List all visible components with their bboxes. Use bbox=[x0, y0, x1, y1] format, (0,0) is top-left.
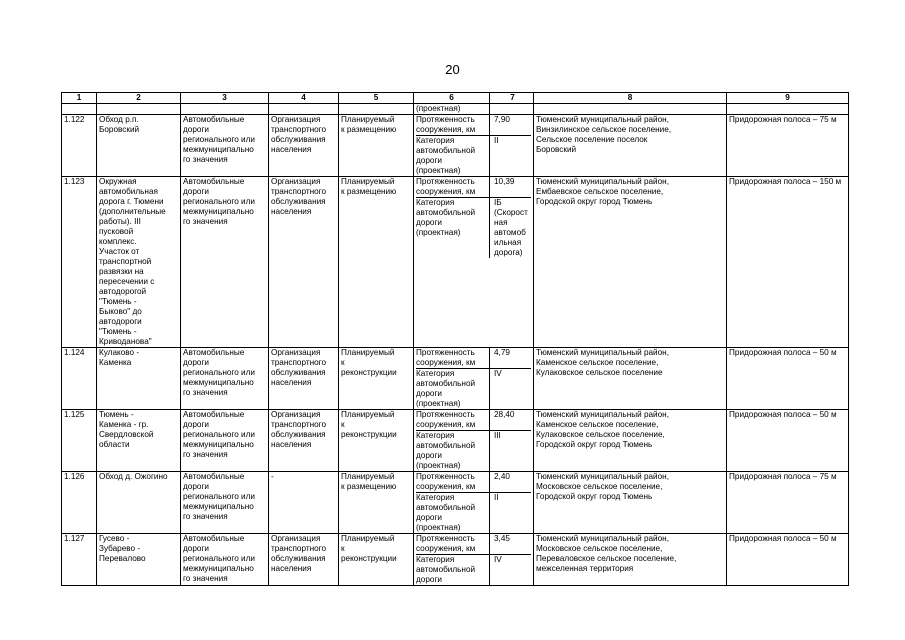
object-status: Планируемый к реконструкции bbox=[339, 348, 414, 410]
param-value: 2,40 bbox=[490, 472, 532, 493]
object-parameters bbox=[414, 410, 534, 472]
object-parameters bbox=[414, 534, 534, 586]
table-header-row bbox=[62, 93, 849, 104]
param-label: Категория автомобильной дороги bbox=[416, 555, 490, 586]
object-type: Автомобильные дороги регионального или межмуниципально го значения bbox=[181, 115, 269, 177]
object-location: Тюменский муниципальный район, Московское сельское поселение, Городской округ город Тюмень bbox=[534, 472, 727, 534]
object-name: Обход д. Ожогино bbox=[97, 472, 181, 534]
param-label: Категория автомобильной дороги (проектная) bbox=[416, 431, 490, 472]
zone-info: Придорожная полоса – 75 м bbox=[727, 472, 849, 534]
object-type: Автомобильные дороги регионального или межмуниципально го значения bbox=[181, 177, 269, 348]
param-label: Категория автомобильной дороги (проектная) bbox=[416, 198, 490, 259]
column-header: 8 bbox=[534, 93, 727, 104]
param-label: Протяженность сооружения, км bbox=[416, 348, 476, 367]
object-location: Тюменский муниципальный район, Ембаевское сельское поселение, Городской округ город Тюмень bbox=[534, 177, 727, 348]
zone-info: Придорожная полоса – 50 м bbox=[727, 410, 849, 472]
param-value: 7,90 bbox=[490, 115, 532, 136]
object-type: Автомобильные дороги регионального или межмуниципально го значения bbox=[181, 534, 269, 586]
table-row bbox=[62, 348, 849, 410]
object-parameters bbox=[414, 472, 534, 534]
param-label: Категория автомобильной дороги (проектная) bbox=[416, 493, 490, 534]
object-name: Обход р.п. Боровский bbox=[97, 115, 181, 177]
object-number: 1.122 bbox=[62, 115, 97, 177]
object-purpose: Организация транспортного обслуживания населения bbox=[269, 534, 339, 586]
object-parameters bbox=[414, 348, 534, 410]
zone-info: Придорожная полоса – 75 м bbox=[727, 115, 849, 177]
object-number: 1.123 bbox=[62, 177, 97, 348]
zone-info: Придорожная полоса – 150 м bbox=[727, 177, 849, 348]
object-number: 1.124 bbox=[62, 348, 97, 410]
param-label: Протяженность сооружения, км bbox=[416, 472, 476, 491]
table-row bbox=[62, 472, 849, 534]
objects-table bbox=[61, 92, 849, 586]
param-label: Протяженность сооружения, км bbox=[416, 410, 476, 429]
object-location: Тюменский муниципальный район, Винзилинское сельское поселение, Сельское поселение поселок Боровский bbox=[534, 115, 727, 177]
param-value: II bbox=[490, 136, 532, 177]
zone-info: Придорожная полоса – 50 м bbox=[727, 534, 849, 586]
object-status: Планируемый к размещению bbox=[339, 177, 414, 348]
object-name: Кулаково - Каменка bbox=[97, 348, 181, 410]
object-type: Автомобильные дороги регионального или межмуниципально го значения bbox=[181, 348, 269, 410]
param-value: IV bbox=[490, 555, 532, 586]
object-purpose: Организация транспортного обслуживания населения bbox=[269, 177, 339, 348]
object-purpose: - bbox=[269, 472, 339, 534]
param-value: 4,79 bbox=[490, 348, 532, 369]
object-location: Тюменский муниципальный район, Московское сельское поселение, Переваловское сельское поселение, межселенная территория bbox=[534, 534, 727, 586]
object-number: 1.126 bbox=[62, 472, 97, 534]
column-header-params bbox=[414, 93, 534, 104]
page-number: 20 bbox=[445, 62, 460, 77]
param-value: IV bbox=[490, 369, 532, 410]
object-type: Автомобильные дороги регионального или межмуниципально го значения bbox=[181, 410, 269, 472]
param-value: 3,45 bbox=[490, 534, 532, 555]
column-header: 5 bbox=[339, 93, 414, 104]
param-label: Категория автомобильной дороги (проектная) bbox=[416, 136, 490, 177]
column-header: 2 bbox=[97, 93, 181, 104]
column-header: 6 bbox=[449, 93, 454, 102]
continuation-row bbox=[62, 104, 849, 115]
object-parameters bbox=[414, 177, 534, 348]
object-type: Автомобильные дороги регионального или межмуниципально го значения bbox=[181, 472, 269, 534]
object-purpose: Организация транспортного обслуживания населения bbox=[269, 410, 339, 472]
param-value: 10,39 bbox=[490, 177, 532, 198]
table-row bbox=[62, 410, 849, 472]
param-label: Протяженность сооружения, км bbox=[416, 534, 476, 553]
object-status: Планируемый к размещению bbox=[339, 115, 414, 177]
param-value: II bbox=[490, 493, 532, 534]
object-status: Планируемый к реконструкции bbox=[339, 534, 414, 586]
object-purpose: Организация транспортного обслуживания населения bbox=[269, 115, 339, 177]
column-header: 3 bbox=[181, 93, 269, 104]
column-header: 1 bbox=[62, 93, 97, 104]
param-label: Протяженность сооружения, км bbox=[416, 177, 476, 196]
param-label: Протяженность сооружения, км bbox=[416, 115, 476, 134]
table-row bbox=[62, 534, 849, 586]
table-row bbox=[62, 115, 849, 177]
column-header: 7 bbox=[490, 93, 532, 103]
param-label: Категория автомобильной дороги (проектная) bbox=[416, 369, 490, 410]
param-value: IБ (Скорост ная автомоб ильная дорога) bbox=[490, 198, 532, 259]
table-row bbox=[62, 177, 849, 348]
param-value: 28,40 bbox=[490, 410, 532, 431]
object-location: Тюменский муниципальный район, Каменское сельское поселение, Кулаковское сельское поселение, Городской округ город Тюмень bbox=[534, 410, 727, 472]
object-location: Тюменский муниципальный район, Каменское сельское поселение, Кулаковское сельское поселение bbox=[534, 348, 727, 410]
object-status: Планируемый к размещению bbox=[339, 472, 414, 534]
object-name: Гусево - Зубарево - Перевалово bbox=[97, 534, 181, 586]
object-purpose: Организация транспортного обслуживания населения bbox=[269, 348, 339, 410]
zone-info: Придорожная полоса – 50 м bbox=[727, 348, 849, 410]
object-number: 1.125 bbox=[62, 410, 97, 472]
column-header: 4 bbox=[269, 93, 339, 104]
column-header: 9 bbox=[727, 93, 849, 104]
object-parameters bbox=[414, 115, 534, 177]
object-status: Планируемый к реконструкции bbox=[339, 410, 414, 472]
param-label: (проектная) bbox=[416, 104, 461, 113]
param-value: III bbox=[490, 431, 532, 472]
object-name: Окружная автомобильная дорога г. Тюмени (дополнительные работы). III пусковой комплекс. Участок от транспортной развязки на пересечении с автодорогой "Тюмень - Быково" до автодороги "Тюмень - Криводанова" bbox=[97, 177, 181, 348]
object-number: 1.127 bbox=[62, 534, 97, 586]
object-name: Тюмень - Каменка - гр. Свердловской области bbox=[97, 410, 181, 472]
